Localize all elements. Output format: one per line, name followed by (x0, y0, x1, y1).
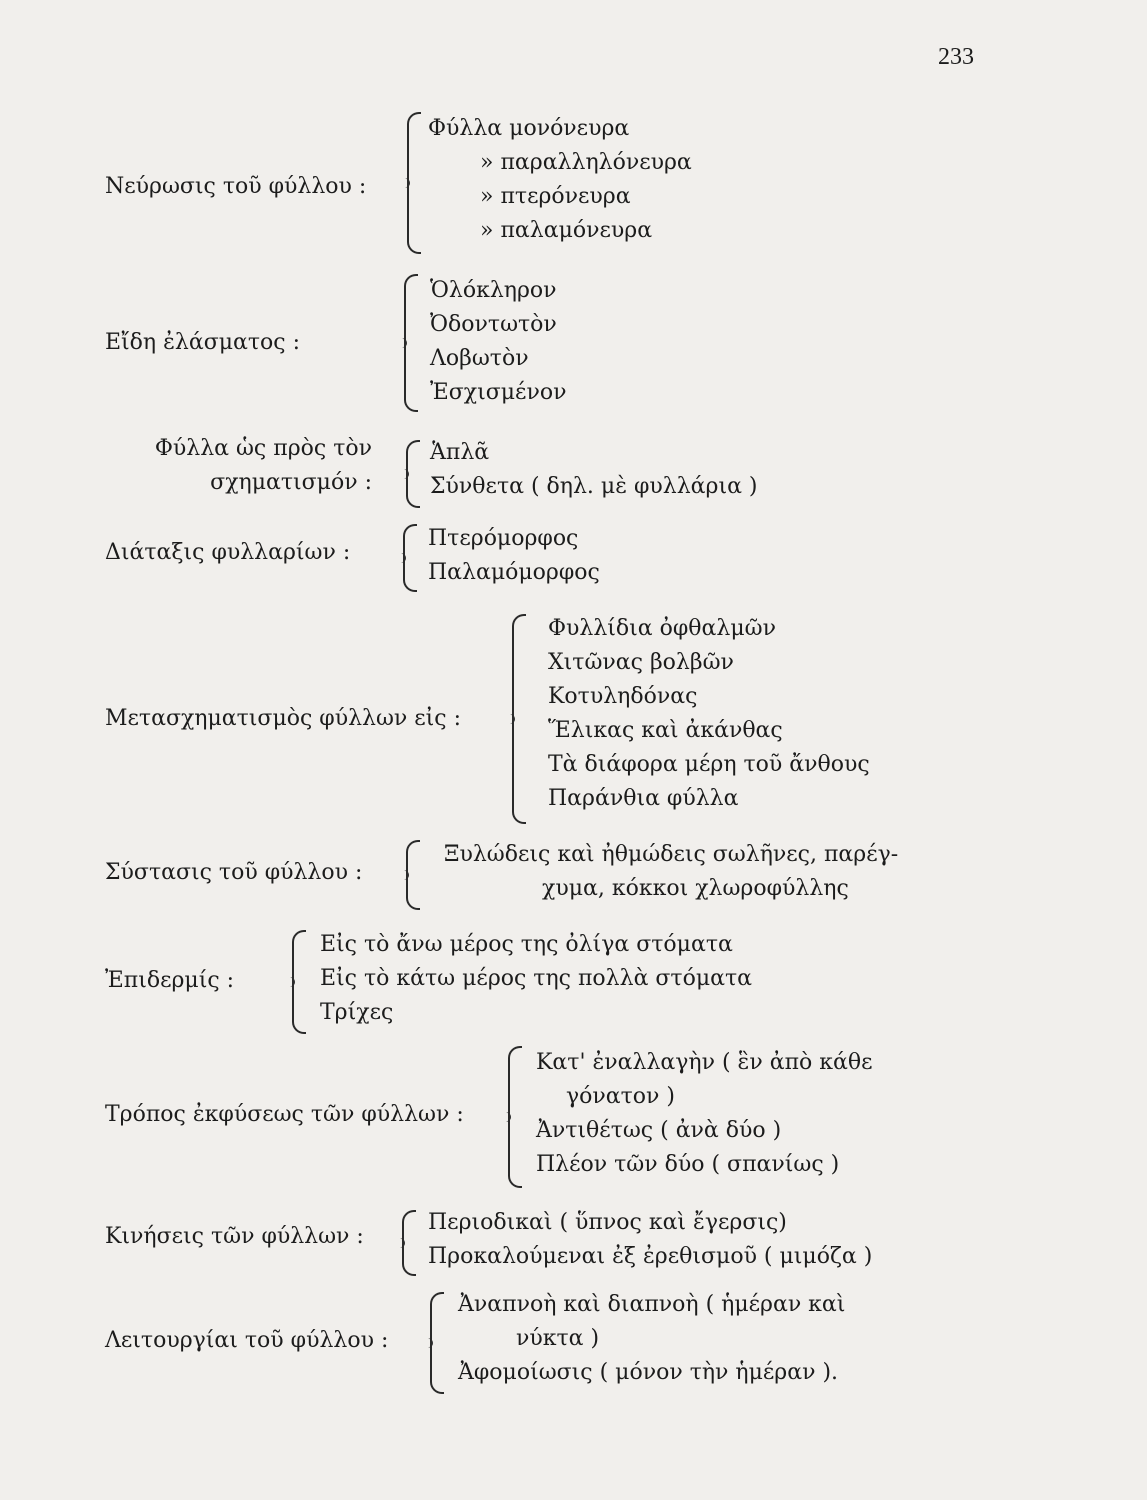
list-item: Λοβωτὸν (430, 346, 529, 371)
group-label-epidermis: Ἐπιδερμίς : (105, 968, 235, 993)
group-items-eidi (430, 274, 566, 410)
brace-icon (402, 1210, 416, 1276)
list-item: Σύνθετα ( δηλ. μὲ φυλλάρια ) (430, 474, 758, 499)
group-label-metaschimatismos: Μετασχηματισμὸς φύλλων εἰς : (105, 706, 462, 731)
list-item: Κοτυληδόνας (548, 684, 698, 709)
brace-icon (406, 440, 420, 508)
list-item: » παραλληλόνευρα (480, 150, 692, 175)
list-item: Πτερόμορφος (428, 526, 579, 551)
list-item: Φυλλίδια ὀφθαλμῶν (548, 616, 776, 641)
list-item: Παλαμόμορφος (428, 560, 600, 585)
group-items-fylla-schimatismos (430, 436, 758, 504)
list-item: Ἀναπνοὴ καὶ διαπνοὴ ( ἡμέραν καὶ (458, 1292, 846, 1317)
label-line: Φύλλα ὡς πρὸς τὸν (154, 436, 372, 461)
list-item: Ὀδοντωτὸν (430, 312, 557, 337)
group-items-diataxis (428, 522, 600, 590)
list-item: Ἁπλᾶ (430, 440, 490, 465)
group-items-kiniseis (428, 1206, 872, 1274)
list-item: νύκτα ) (516, 1326, 600, 1351)
list-item: Εἰς τὸ κάτω μέρος της πολλὰ στόματα (320, 966, 753, 991)
list-item: Εἰς τὸ ἄνω μέρος της ὀλίγα στόματα (320, 932, 733, 957)
brace-icon (512, 614, 526, 824)
list-item: Φύλλα μονόνευρα (428, 116, 630, 141)
list-item: Κατ' ἐναλλαγὴν ( ἓν ἀπὸ κάθε (536, 1050, 873, 1075)
group-items-metaschimatismos (548, 612, 870, 816)
group-items-leitourgiai (458, 1288, 845, 1390)
brace-icon (292, 930, 306, 1034)
group-label-systasis: Σύστασις τοῦ φύλλου : (105, 860, 363, 885)
group-items-epidermis (320, 928, 752, 1030)
list-item: Ἕλικας καὶ ἀκάνθας (548, 718, 783, 743)
list-item: Ξυλώδεις καὶ ἠθμώδεις σωλῆνες, παρέγ- (444, 842, 899, 867)
list-item: » πτερόνευρα (480, 184, 631, 209)
group-label-diataxis: Διάταξις φυλλαρίων : (105, 540, 351, 565)
group-items-tropos (536, 1046, 873, 1182)
group-label-eidi: Εἴδη ἐλάσματος : (105, 330, 301, 355)
brace-icon (430, 1292, 444, 1394)
brace-icon (404, 274, 418, 412)
list-item: Τρίχες (320, 1000, 394, 1025)
brace-icon (508, 1046, 522, 1188)
list-item: Ἀφομοίωσις ( μόνον τὴν ἡμέραν ). (458, 1360, 839, 1385)
list-item: Χιτῶνας βολβῶν (548, 650, 734, 675)
group-label-nevrosis: Νεύρωσις τοῦ φύλλου : (105, 174, 367, 199)
list-item: Πλέον τῶν δύο ( σπανίως ) (536, 1152, 840, 1177)
label-line: σχηματισμόν : (210, 470, 372, 495)
group-items-systasis (444, 838, 898, 906)
list-item: Περιοδικαὶ ( ὕπνος καὶ ἔγερσις) (428, 1210, 787, 1235)
group-label-kiniseis: Κινήσεις τῶν φύλλων : (105, 1224, 364, 1249)
list-item: Ἐσχισμένον (430, 380, 567, 405)
list-item: χυμα, κόκκοι χλωροφύλλης (542, 876, 849, 901)
brace-icon (407, 112, 421, 254)
page-number: 233 (938, 44, 974, 70)
list-item: Τὰ διάφορα μέρη τοῦ ἄνθους (548, 752, 870, 777)
list-item: Ὁλόκληρον (430, 278, 557, 303)
list-item: » παλαμόνευρα (480, 218, 653, 243)
list-item: γόνατον ) (566, 1084, 675, 1109)
list-item: Ἀντιθέτως ( ἀνὰ δύο ) (536, 1118, 782, 1143)
list-item: Παράνθια φύλλα (548, 786, 739, 811)
brace-icon (406, 840, 420, 910)
group-label-fylla-schimatismos (110, 432, 372, 500)
brace-icon (403, 524, 417, 592)
group-label-tropos: Τρόπος ἐκφύσεως τῶν φύλλων : (105, 1102, 464, 1127)
list-item: Προκαλούμεναι ἐξ ἐρεθισμοῦ ( μιμόζα ) (428, 1244, 873, 1269)
group-items-nevrosis (428, 112, 692, 248)
group-label-leitourgiai: Λειτουργίαι τοῦ φύλλου : (105, 1328, 389, 1353)
